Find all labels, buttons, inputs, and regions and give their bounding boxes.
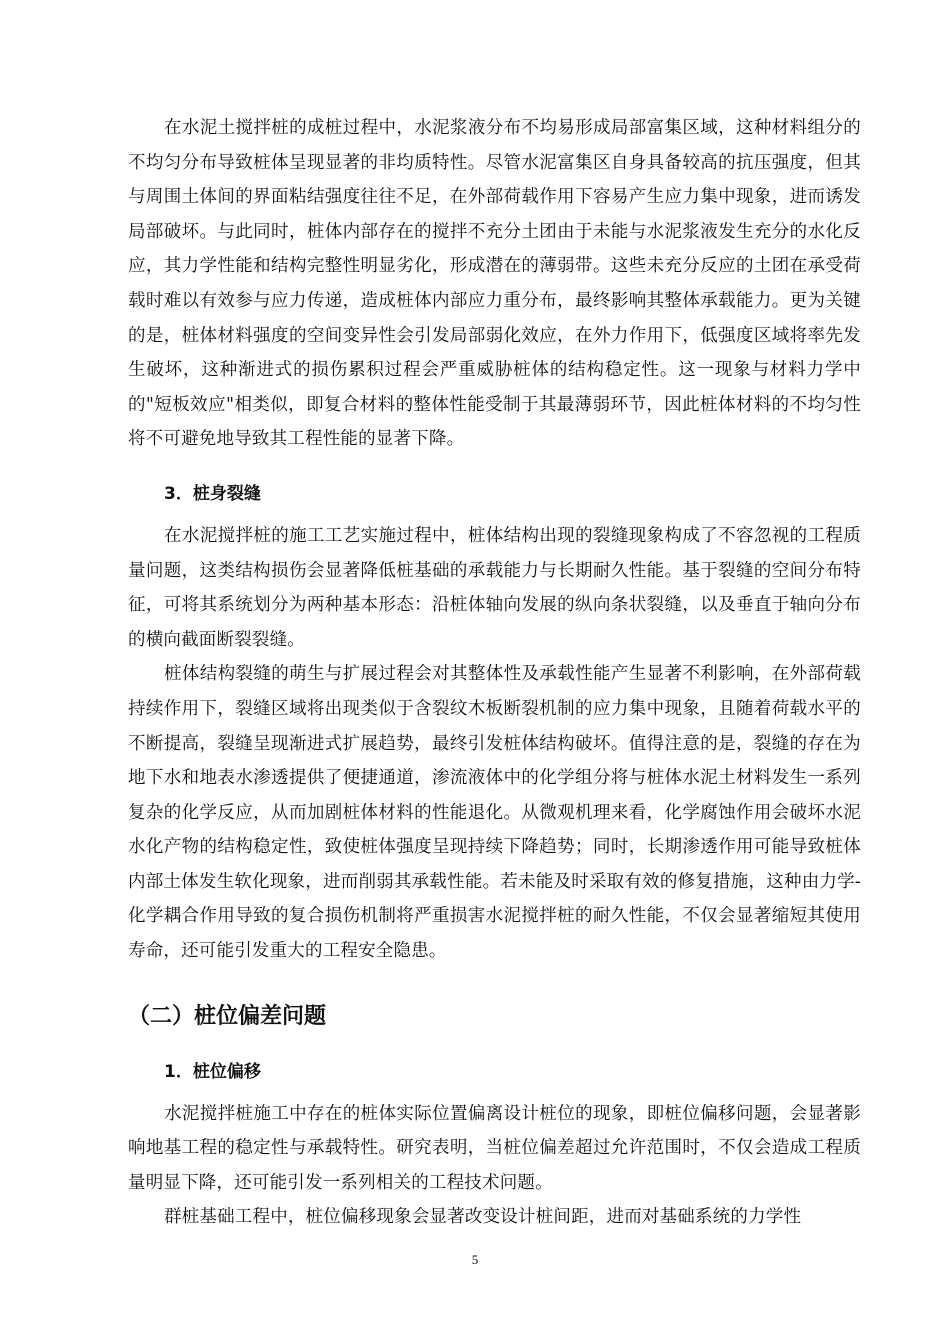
page-content [128, 111, 861, 1235]
paragraph-crack-effects: 桩体结构裂缝的萌生与扩展过程会对其整体性及承载性能产生显著不利影响，在外部荷载持续作用下，裂缝区域将出现类似于含裂纹木板断裂机制的应力集中现象，且随着荷载水平的不断提高，裂缝呈现渐进式扩展趋势，最终引发桩体结构破坏。值得注意的是，裂缝的存在为地下水和地表水渗透提供了便捷通道，渗流液体中的化学组分将与桩体水泥土材料发生一系列复杂的化学反应，从而加剧桩体材料的性能退化。从微观机理来看，化学腐蚀作用会破坏水泥水化产物的结构稳定性，致使桩体强度呈现持续下降趋势；同时，长期渗透作用可能导致桩体内部土体发生软化现象，进而削弱其承载性能。若未能及时采取有效的修复措施，这种由力学-化学耦合作用导致的复合损伤机制将严重损害水泥搅拌桩的耐久性能，不仅会显著缩短其使用寿命，还可能引发重大的工程安全隐患。 [128, 664, 861, 962]
paragraph-crack-classification: 在水泥搅拌桩的施工工艺实施过程中，桩体结构出现的裂缝现象构成了不容忽视的工程质量问题，这类结构损伤会显著降低桩基础的承载能力与长期耐久性能。基于裂缝的空间分布特征，可将其系统划分为两种基本形态：沿桩体轴向发展的纵向条状裂缝，以及垂直于轴向分布的横向截面断裂裂缝。 [128, 525, 861, 650]
section-heading-pile-position: （二）桩位偏差问题 [128, 1003, 327, 1029]
paragraph-group-pile: 群桩基础工程中，桩位偏移现象会显著改变设计桩间距，进而对基础系统的力学性 [164, 1207, 802, 1228]
page-number: 5 [471, 1252, 479, 1267]
paragraph-material-heterogeneity: 在水泥土搅拌桩的成桩过程中，水泥浆液分布不均易形成局部富集区域，这种材料组分的不均匀分布导致桩体呈现显著的非均质特性。尽管水泥富集区自身具备较高的抗压强度，但其与周围土体间的界面粘结强度往往不足，在外部荷载作用下容易产生应力集中现象，进而诱发局部破坏。与此同时，桩体内部存在的搅拌不充分土团由于未能与水泥浆液发生充分的水化反应，其力学性能和结构完整性明显劣化，形成潜在的薄弱带。这些未充分反应的土团在承受荷载时难以有效参与应力传递，造成桩体内部应力重分布，最终影响其整体承载能力。更为关键的是，桩体材料强度的空间变异性会引发局部弱化效应，在外力作用下，低强度区域将率先发生破坏，这种渐进式的损伤累积过程会严重威胁桩体的结构稳定性。这一现象与材料力学中的"短板效应"相类似，即复合材料的整体性能受制于其最薄弱环节，因此桩体材料的不均匀性将不可避免地导致其工程性能的显著下降。 [128, 118, 861, 450]
heading-pile-crack: 3．桩身裂缝 [164, 483, 261, 504]
heading-pile-offset: 1．桩位偏移 [164, 1061, 261, 1082]
paragraph-pile-offset: 水泥搅拌桩施工中存在的桩体实际位置偏离设计桩位的现象，即桩位偏移问题，会显著影响地基工程的稳定性与承载特性。研究表明，当桩位偏差超过允许范围时，不仅会造成工程质量明显下降，还可能引发一系列相关的工程技术问题。 [128, 1103, 861, 1193]
